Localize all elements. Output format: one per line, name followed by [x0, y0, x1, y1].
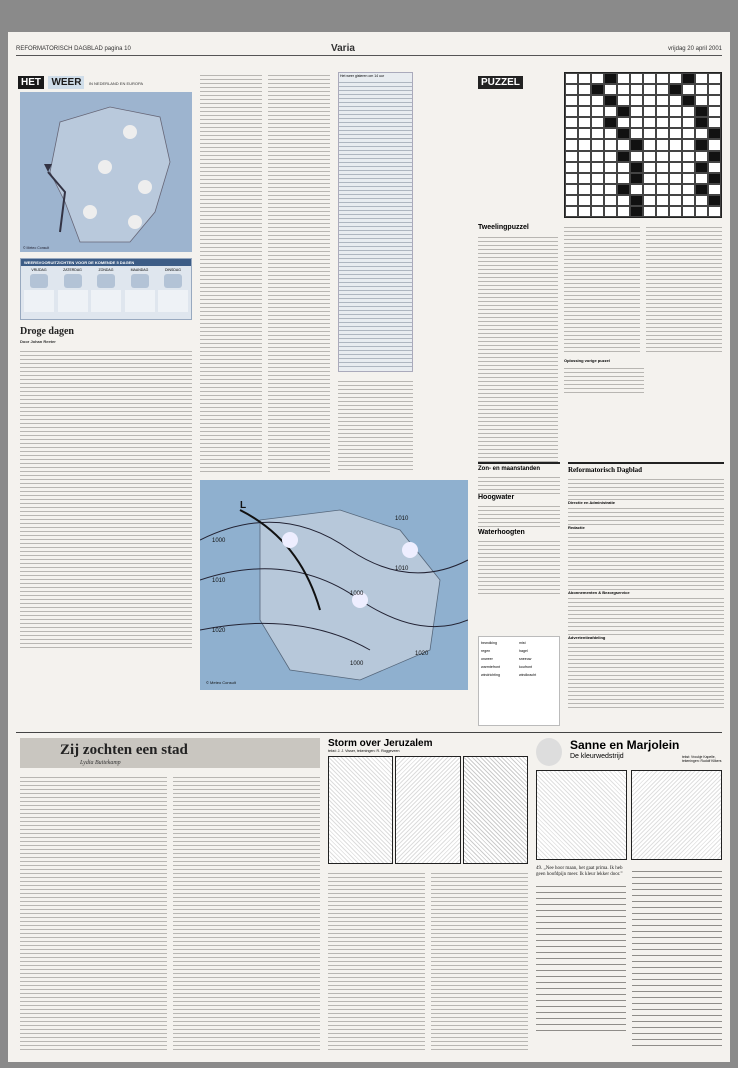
- grid-cell: [669, 173, 682, 184]
- grid-cell: [565, 206, 578, 217]
- grid-cell: [604, 151, 617, 162]
- comic-panel: [328, 756, 393, 864]
- grid-cell: [617, 84, 630, 95]
- grid-cell: [669, 195, 682, 206]
- grid-cell: [617, 206, 630, 217]
- grid-cell: [617, 128, 630, 139]
- colophon-section: Directie en Administratie: [568, 500, 615, 505]
- grid-cell: [604, 95, 617, 106]
- grid-cell: [695, 128, 708, 139]
- legend-item: onweer: [481, 657, 493, 661]
- grid-cell: [708, 128, 721, 139]
- grid-cell: [565, 195, 578, 206]
- grid-cell: [565, 73, 578, 84]
- grid-cell: [669, 184, 682, 195]
- grid-cell: [591, 139, 604, 150]
- story-title: Zij zochten een stad: [60, 742, 188, 758]
- forecast-title: WEERSVOORUITZICHTEN VOOR DE KOMENDE 5 DAGEN: [21, 259, 191, 266]
- grid-cell: [695, 139, 708, 150]
- grid-cell: [643, 84, 656, 95]
- legend-item: mist: [519, 641, 526, 645]
- isobar-label: 1020: [415, 651, 429, 657]
- grid-cell: [643, 106, 656, 117]
- grid-cell: [591, 84, 604, 95]
- grid-cell: [578, 128, 591, 139]
- section-divider: [16, 732, 722, 733]
- grid-cell: [682, 184, 695, 195]
- grid-cell: [708, 106, 721, 117]
- legend-item: bewolking: [481, 641, 497, 645]
- grid-cell: [604, 206, 617, 217]
- grid-cell: [643, 151, 656, 162]
- grid-cell: [630, 162, 643, 173]
- grid-cell: [708, 184, 721, 195]
- grid-cell: [708, 139, 721, 150]
- legend-item: regen: [481, 649, 491, 653]
- grid-cell: [656, 106, 669, 117]
- grid-cell: [578, 151, 591, 162]
- kids-title: Sanne en Marjolein: [570, 738, 680, 752]
- grid-cell: [565, 151, 578, 162]
- grid-cell: [708, 162, 721, 173]
- grid-cell: [643, 95, 656, 106]
- grid-cell: [656, 184, 669, 195]
- puzzle-logo: [478, 72, 523, 90]
- grid-cell: [695, 206, 708, 217]
- grid-cell: [578, 117, 591, 128]
- grid-cell: [695, 195, 708, 206]
- netherlands-weather-map: [20, 92, 192, 252]
- grid-cell: [630, 151, 643, 162]
- grid-cell: [695, 73, 708, 84]
- colophon-section: Abonnementen & Bezorgservice: [568, 590, 630, 595]
- colophon-section: Advertentieafdeling: [568, 635, 606, 640]
- grid-cell: [669, 128, 682, 139]
- grid-cell: [682, 139, 695, 150]
- grid-cell: [708, 151, 721, 162]
- grid-cell: [643, 162, 656, 173]
- grid-cell: [617, 173, 630, 184]
- grid-cell: [643, 73, 656, 84]
- grid-cell: [643, 206, 656, 217]
- grid-cell: [695, 173, 708, 184]
- grid-cell: [630, 139, 643, 150]
- weather-icon: [64, 274, 82, 288]
- grid-cell: [578, 106, 591, 117]
- grid-cell: [565, 106, 578, 117]
- grid-cell: [578, 139, 591, 150]
- grid-cell: [604, 195, 617, 206]
- grid-cell: [669, 206, 682, 217]
- weather-text-col-2: [268, 72, 330, 472]
- grid-cell: [695, 162, 708, 173]
- legend-item: windrichting: [481, 673, 500, 677]
- grid-cell: [695, 84, 708, 95]
- grid-cell: [578, 206, 591, 217]
- logo-het: HET: [18, 76, 44, 89]
- grid-cell: [656, 173, 669, 184]
- grid-cell: [656, 84, 669, 95]
- kids-panel: [536, 770, 627, 860]
- grid-cell: [708, 95, 721, 106]
- grid-cell: [591, 195, 604, 206]
- comic-credit: tekst: J. J. Visser, tekeningen: R. Roggeveen: [328, 749, 400, 753]
- grid-cell: [682, 73, 695, 84]
- grid-cell: [630, 173, 643, 184]
- grid-cell: [682, 151, 695, 162]
- solution-title: Oplossing vorige puzzel: [564, 358, 611, 363]
- weather-icon: [131, 274, 149, 288]
- grid-cell: [591, 73, 604, 84]
- kids-logo-icon: [536, 738, 562, 766]
- grid-cell: [656, 151, 669, 162]
- grid-cell: [669, 117, 682, 128]
- grid-cell: [656, 162, 669, 173]
- grid-cell: [669, 162, 682, 173]
- grid-cell: [682, 173, 695, 184]
- grid-cell: [617, 95, 630, 106]
- column-body: [20, 348, 192, 648]
- kids-subtitle: De kleurwedstrijd: [570, 753, 624, 760]
- grid-cell: [630, 95, 643, 106]
- grid-cell: [604, 184, 617, 195]
- header-date: vrijdag 20 april 2001: [667, 46, 722, 52]
- grid-cell: [656, 195, 669, 206]
- five-day-forecast: [20, 258, 192, 320]
- grid-cell: [591, 151, 604, 162]
- grid-cell: [656, 206, 669, 217]
- grid-cell: [617, 139, 630, 150]
- legend-item: windkracht: [519, 673, 537, 677]
- grid-cell: [578, 84, 591, 95]
- comic-title: Storm over Jeruzalem: [328, 738, 433, 749]
- grid-cell: [617, 162, 630, 173]
- puzzle-title: Tweelingpuzzel: [478, 224, 529, 231]
- forecast-day: DINSDAG: [158, 268, 188, 312]
- grid-cell: [682, 117, 695, 128]
- puzzle-logo-text: PUZZEL: [478, 76, 523, 89]
- grid-cell: [565, 139, 578, 150]
- weather-column: [20, 326, 192, 648]
- isobar-label: 1000: [350, 661, 364, 667]
- forecast-day: ZATERDAG: [58, 268, 88, 312]
- grid-cell: [695, 151, 708, 162]
- table-title: Het weer gisteren om 14 uur: [340, 74, 385, 78]
- grid-cell: [604, 84, 617, 95]
- grid-cell: [565, 84, 578, 95]
- grid-cell: [565, 162, 578, 173]
- isobar-label: 1010: [395, 516, 409, 522]
- weather-table: [338, 72, 413, 372]
- comic-text-2: [431, 870, 528, 1050]
- grid-cell: [591, 184, 604, 195]
- map-credit: © Meteo Consult: [23, 246, 50, 250]
- grid-cell: [565, 173, 578, 184]
- colophon-section: Redactie: [568, 525, 585, 530]
- comic-text-1: [328, 870, 425, 1050]
- grid-cell: [669, 106, 682, 117]
- low-pressure-label: L: [240, 500, 247, 511]
- grid-cell: [630, 195, 643, 206]
- grid-cell: [578, 73, 591, 84]
- story-section: [20, 738, 320, 1058]
- grid-cell: [669, 95, 682, 106]
- grid-cell: [630, 184, 643, 195]
- grid-cell: [695, 117, 708, 128]
- grid-cell: [708, 195, 721, 206]
- grid-cell: [578, 95, 591, 106]
- grid-cell: [643, 173, 656, 184]
- grid-cell: [591, 206, 604, 217]
- grid-cell: [682, 128, 695, 139]
- grid-cell: [669, 139, 682, 150]
- grid-cell: [656, 73, 669, 84]
- grid-cell: [695, 95, 708, 106]
- kids-intro: 49. „Nee hoor maan, het gaat prima. Ik heb geen hoofdpijn meer. Ik kleur lekker door.”: [536, 866, 623, 877]
- grid-cell: [617, 73, 630, 84]
- forecast-day: MAANDAG: [125, 268, 155, 312]
- grid-cell: [656, 139, 669, 150]
- sun-moon-title: Zon- en maanstanden: [478, 466, 541, 472]
- comic-panel: [395, 756, 460, 864]
- kids-text-1: [536, 881, 626, 1031]
- grid-cell: [630, 73, 643, 84]
- grid-cell: [591, 106, 604, 117]
- grid-cell: [604, 139, 617, 150]
- grid-cell: [617, 106, 630, 117]
- grid-cell: [643, 128, 656, 139]
- grid-cell: [604, 117, 617, 128]
- grid-cell: [708, 73, 721, 84]
- column-title: Droge dagen: [20, 326, 74, 337]
- grid-cell: [617, 117, 630, 128]
- grid-cell: [604, 73, 617, 84]
- grid-cell: [682, 206, 695, 217]
- forecast-day: VRIJDAG: [24, 268, 54, 312]
- weather-legend: [478, 636, 560, 726]
- europe-map-credit: © Meteo Consult: [206, 680, 236, 685]
- grid-cell: [682, 195, 695, 206]
- comic-panel: [463, 756, 528, 864]
- grid-cell: [617, 184, 630, 195]
- puzzle-clues-2: [564, 224, 640, 354]
- grid-cell: [708, 173, 721, 184]
- grid-cell: [565, 95, 578, 106]
- puzzle-clues-1: [478, 234, 558, 464]
- grid-cell: [682, 162, 695, 173]
- story-author: Lydia Buitekamp: [80, 760, 121, 766]
- story-col-1: [20, 774, 167, 1050]
- waterhoogten-title: Waterhoogten: [478, 529, 525, 536]
- nl-map-svg: [20, 92, 192, 252]
- colophon: [568, 462, 724, 726]
- grid-cell: [708, 117, 721, 128]
- logo-sub: IN NEDERLAND EN EUROPA: [88, 81, 144, 86]
- grid-cell: [643, 195, 656, 206]
- crossword-grid-1: [564, 72, 722, 218]
- column-author: Door Johan Reeter: [20, 339, 56, 344]
- hoogwater-title: Hoogwater: [478, 494, 515, 501]
- grid-cell: [578, 184, 591, 195]
- grid-cell: [708, 84, 721, 95]
- isobar-label: 1010: [395, 566, 409, 572]
- story-col-2: [173, 774, 320, 1050]
- grid-cell: [578, 162, 591, 173]
- europe-map-svg: [200, 480, 468, 690]
- isobar-label: 1020: [212, 628, 226, 634]
- sun-moon-box: [478, 462, 560, 632]
- grid-cell: [604, 106, 617, 117]
- grid-cell: [669, 73, 682, 84]
- weather-logo: [18, 72, 143, 90]
- grid-cell: [591, 162, 604, 173]
- grid-cell: [591, 173, 604, 184]
- puzzle-solution: [564, 358, 644, 395]
- kids-text-2: [632, 866, 722, 1048]
- grid-cell: [578, 195, 591, 206]
- grid-cell: [656, 95, 669, 106]
- grid-cell: [617, 195, 630, 206]
- comic-section: [328, 738, 528, 1058]
- grid-cell: [578, 173, 591, 184]
- weather-icon: [164, 274, 182, 288]
- grid-cell: [656, 128, 669, 139]
- isobar-label: 1000: [350, 591, 364, 597]
- isobar-label: 1010: [212, 578, 226, 584]
- header-left: REFORMATORISCH DAGBLAD pagina 10: [16, 46, 131, 52]
- forecast-day: ZONDAG: [91, 268, 121, 312]
- grid-cell: [708, 206, 721, 217]
- comic-panels: [328, 756, 528, 864]
- legend-item: koufront: [519, 665, 532, 669]
- europe-weather-map: [200, 480, 468, 690]
- grid-cell: [643, 184, 656, 195]
- kids-credit: tekst: Vroukje Kapelle, tekeningen: Rudolf Kilkers: [682, 755, 722, 763]
- grid-cell: [630, 206, 643, 217]
- weather-text-col-3: [338, 378, 413, 472]
- grid-cell: [630, 117, 643, 128]
- grid-cell: [695, 184, 708, 195]
- grid-cell: [591, 128, 604, 139]
- kids-panel: [631, 770, 722, 860]
- kids-section: [536, 738, 722, 1058]
- grid-cell: [591, 95, 604, 106]
- grid-cell: [643, 139, 656, 150]
- kids-panels: [536, 770, 722, 860]
- grid-cell: [604, 128, 617, 139]
- puzzle-intro: [478, 224, 558, 464]
- puzzle-clues-3: [646, 224, 722, 354]
- grid-cell: [630, 84, 643, 95]
- section-title: Varia: [331, 43, 355, 54]
- grid-cell: [630, 128, 643, 139]
- isobar-label: 1000: [212, 538, 226, 544]
- weather-icon: [30, 274, 48, 288]
- legend-item: sneeuw: [519, 657, 532, 661]
- grid-cell: [565, 128, 578, 139]
- grid-cell: [656, 117, 669, 128]
- grid-cell: [604, 162, 617, 173]
- grid-cell: [630, 106, 643, 117]
- grid-cell: [669, 84, 682, 95]
- newspaper-page: [8, 32, 730, 1062]
- grid-cell: [682, 106, 695, 117]
- legend-item: warmtefront: [481, 665, 500, 669]
- grid-cell: [695, 106, 708, 117]
- grid-cell: [682, 84, 695, 95]
- weather-text-col-1: [200, 72, 262, 472]
- grid-cell: [565, 184, 578, 195]
- colophon-title: Reformatorisch Dagblad: [568, 466, 643, 474]
- grid-cell: [643, 117, 656, 128]
- grid-cell: [604, 173, 617, 184]
- grid-cell: [591, 117, 604, 128]
- weather-icon: [97, 274, 115, 288]
- grid-cell: [682, 95, 695, 106]
- grid-cell: [669, 151, 682, 162]
- grid-cell: [617, 151, 630, 162]
- grid-cell: [565, 117, 578, 128]
- page-header: [16, 42, 722, 56]
- logo-weer: WEER: [48, 76, 84, 89]
- legend-item: hagel: [519, 649, 528, 653]
